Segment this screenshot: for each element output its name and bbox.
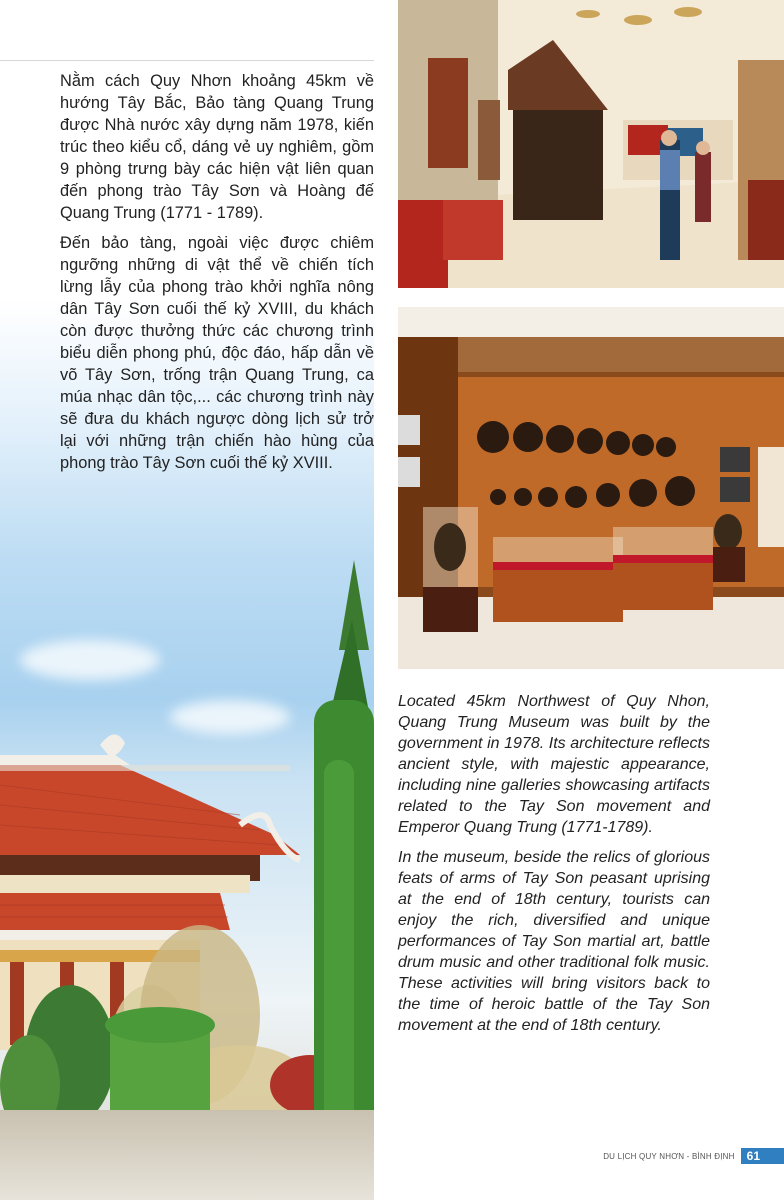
english-paragraph-1: Located 45km Northwest of Quy Nhon, Quang Trung Museum was built by the government in 1978. Its architecture reflects ancient style, with majestic appearance, including nine galleries showcasing artifacts related to the Tay Son movement and Emperor Quang Trung (1771-1789).: [398, 693, 710, 836]
top-white-band: [0, 0, 374, 61]
page-footer: [600, 1146, 784, 1166]
tree: [314, 560, 374, 1200]
vietnamese-paragraph-1: Nằm cách Quy Nhơn khoảng 45km về hướng Tây Bắc, Bảo tàng Quang Trung được Nhà nước xây dựng năm 1978, kiến trúc theo kiểu cổ, dáng vẻ uy nghiêm, gồm 9 phòng trưng bày các hiện vật liên quan đến phong trào Tây Sơn và Hoàng đế Quang Trung (1771 - 1789).: [60, 72, 374, 222]
cloud: [20, 640, 160, 680]
english-text-block: [398, 691, 710, 1045]
english-paragraph-2: In the museum, beside the relics of glorious feats of arms of Tay Son peasant uprising at the end of 18th century, tourists can enjoy the rich, diversified and unique performances of Tay Son martial art, battle drum music and other traditional folk music. These activities will bring visitors back to the time of heroic battle of the Tay Son movement at the end of 18th century.: [398, 849, 710, 1034]
drum-gallery-photo: [398, 307, 784, 669]
page-number: 61: [741, 1148, 784, 1164]
courtyard: [0, 1110, 374, 1200]
vietnamese-paragraph-2: Đến bảo tàng, ngoài việc được chiêm ngưỡng những di vật thể về chiến tích lừng lẫy của phong trào khởi nghĩa nông dân Tây Sơn cuối thế kỷ XVIII, du khách còn được thưởng thức các chương trình biểu diễn phong phú, độc đáo, hấp dẫn về võ Tây Sơn, trống trận Quang Trung, ca múa nhạc dân tộc,... các chương trình này sẽ đưa du khách ngược dòng lịch sử trở lại với những trận chiến hào hùng của phong trào Tây Sơn cuối thế kỷ XVIII.: [60, 234, 374, 472]
museum-hall-photo: [398, 0, 784, 288]
footer-label: DU LỊCH QUY NHƠN - BÌNH ĐỊNH: [603, 1151, 735, 1161]
vietnamese-text-block: [60, 70, 374, 482]
